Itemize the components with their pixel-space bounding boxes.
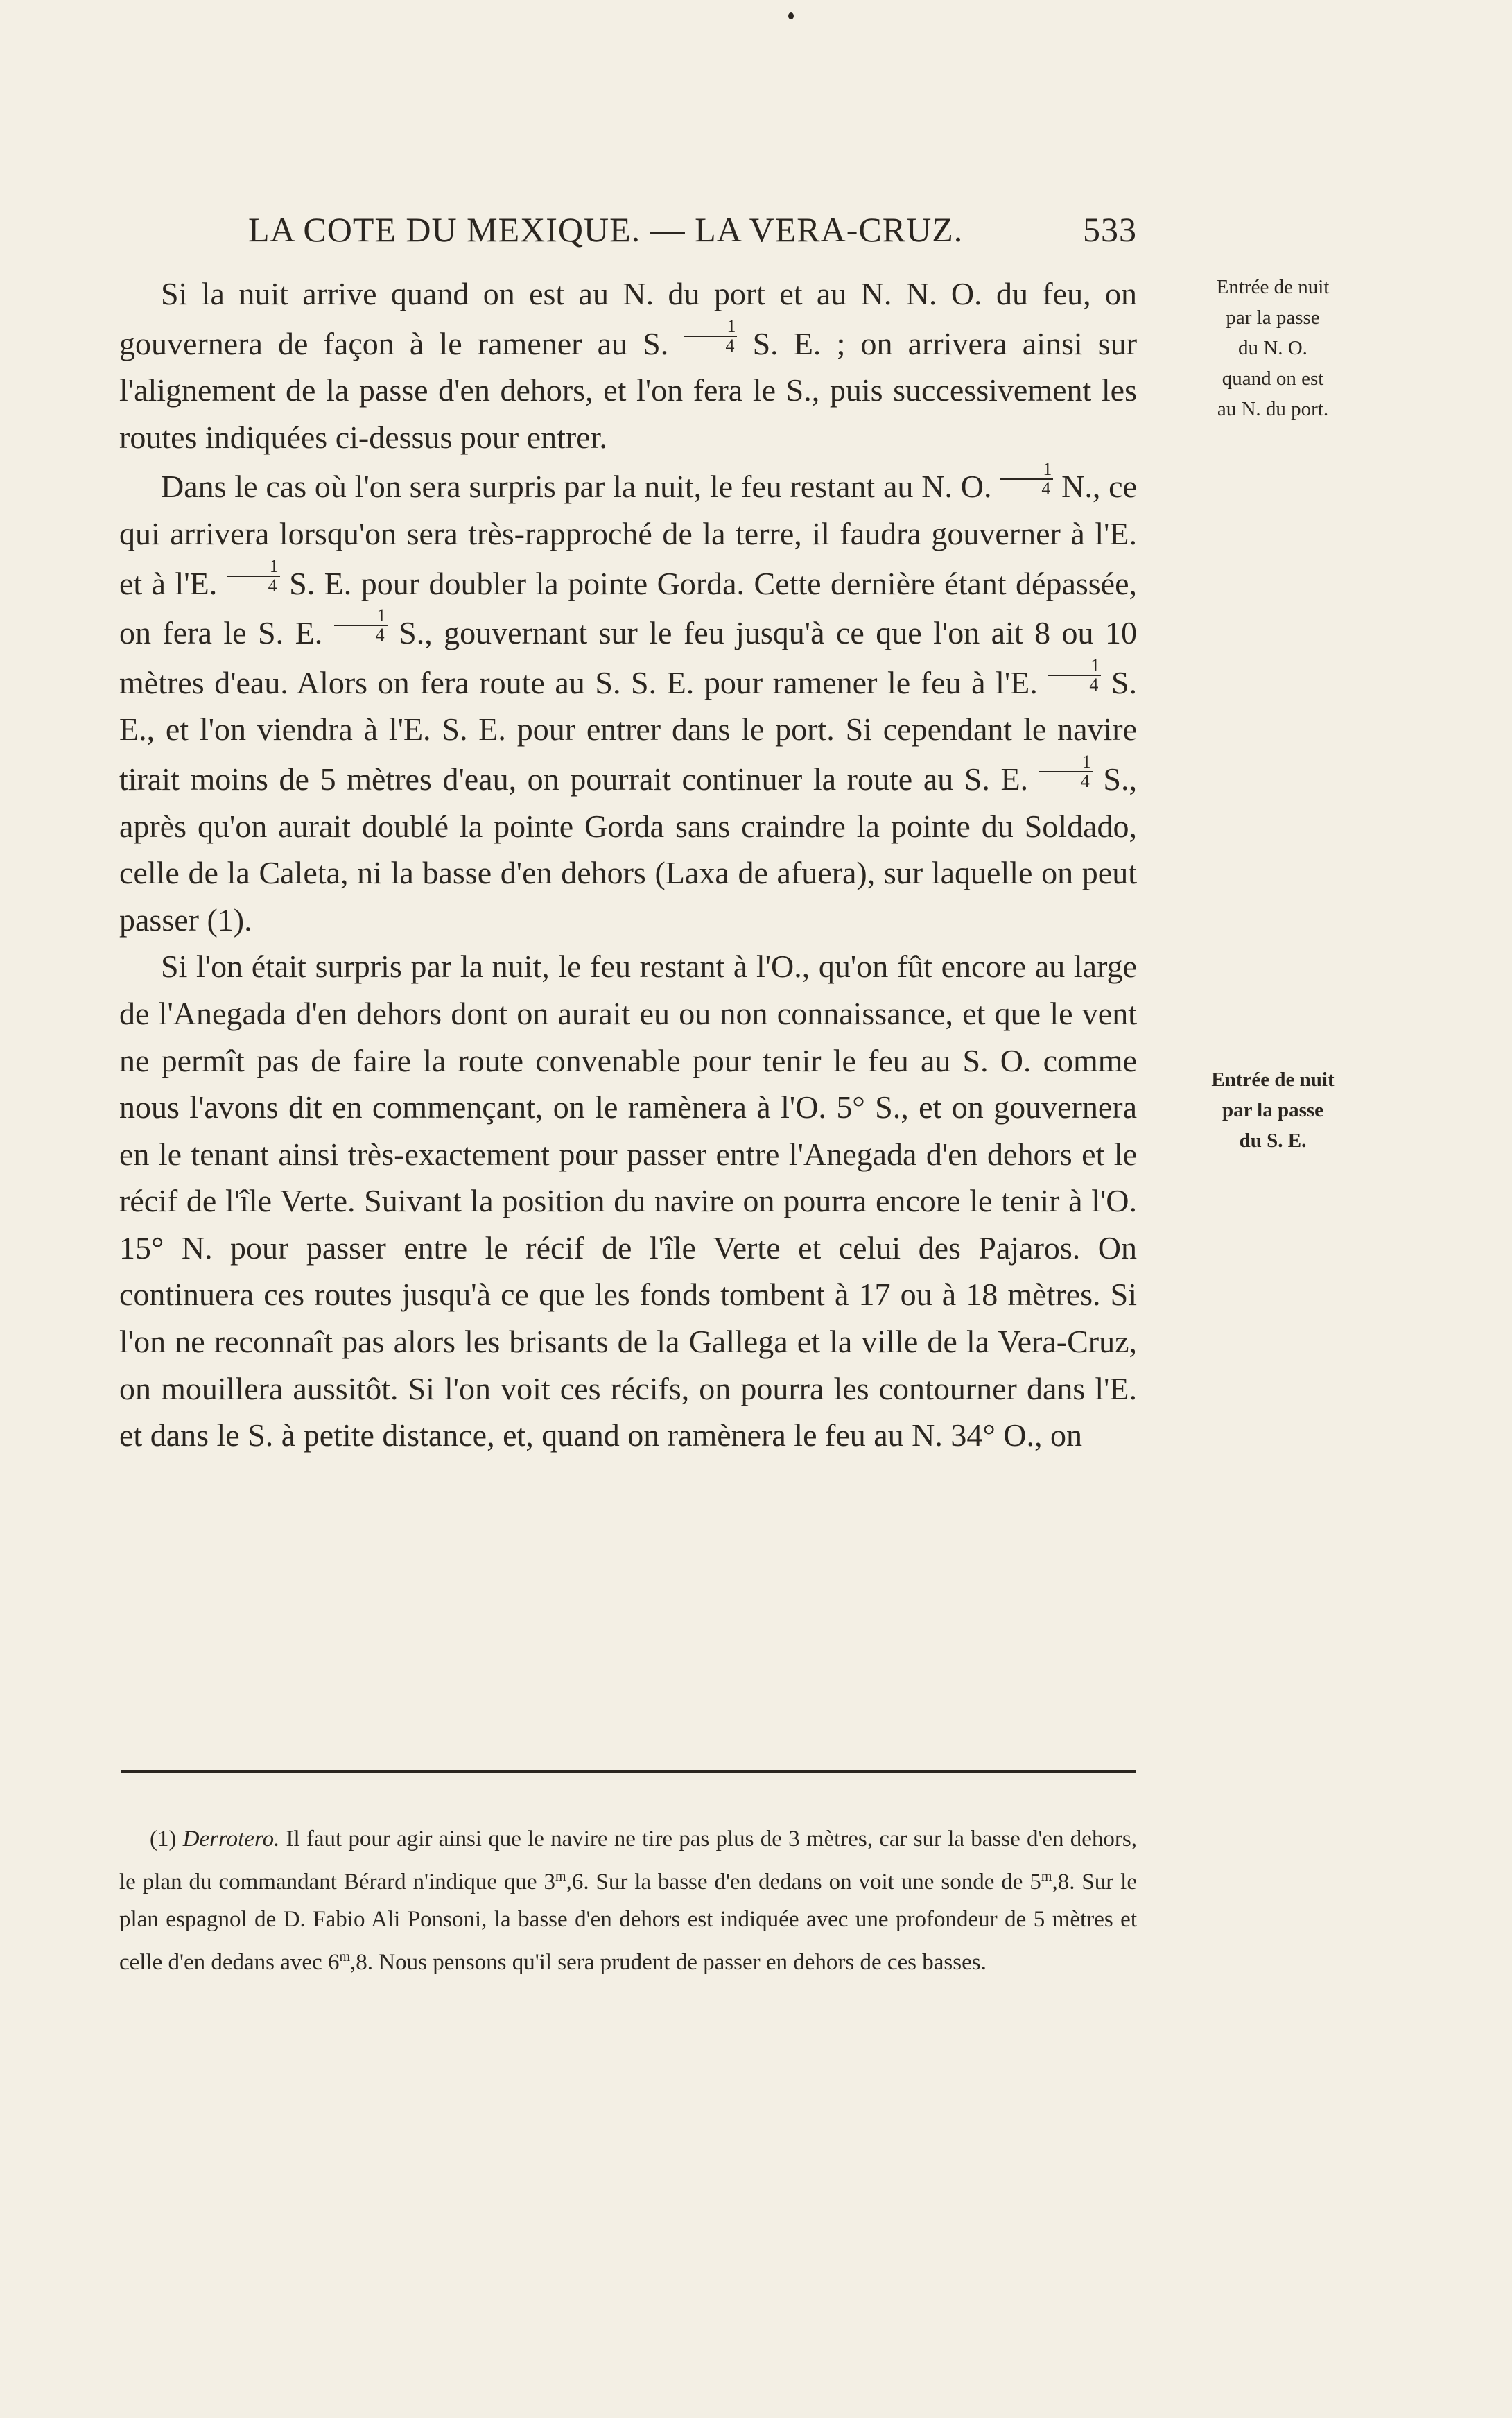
margin-note-night-entry-se: Entrée de nuit par la passe du S. E. [1211,1069,1335,1152]
fraction-quarter: $\frac{1}{4}$ [334,607,388,644]
footnote-source: Derrotero. [182,1827,280,1851]
paragraph-2: Dans le cas où l'on sera surpris par la nuit, le feu restant au N. O. $\frac{1}{4}$ N., ce qui arrivera lorsqu'on sera très-rapproché de la terre, il faudra gouverner à l'E. et à l'E. $\frac{1}{4}$ S. E. pour doubler la pointe Gorda. Cette dernière étant dépassée, on fera le S. E. $\frac{1}{4}$ S., gouvernant sur le feu jusqu'à ce que l'on ait 8 ou 10 mètres d'eau. Alors on fera route au S. S. E. pour ramener le feu à l'E. $\frac{1}{4}$ S. E., et l'on viendra à l'E. S. E. pour entrer dans le port. Si cependant le navire tirait moins de 5 mètres d'eau, on pourrait continuer la route au S. E. $\frac{1}{4}$ S., après qu'on aurait doublé la pointe Gorda sans craindre la pointe du Soldado, celle de la Caleta, ni la basse d'en dehors (Laxa de afuera), sur laquelle on peut passer (1). [119,459,1138,938]
margin-note-night-entry-nw: Entrée de nuit par la passe du N. O. quand on est au N. du port. [1216,276,1330,420]
ink-dot [788,12,794,19]
paragraph-1: Si la nuit arrive quand on est au N. du port et au N. N. O. du feu, on gouvernera de façon à le ramener au S. $\frac{1}{4}$ S. E. ; on arrivera ainsi sur l'alignement de la passe d'en dehors, et l'on fera le S., puis successivement les routes indiquées ci-dessus pour entrer. [119,276,1138,455]
fraction-quarter: $\frac{1}{4}$ [227,558,280,595]
fraction-quarter: $\frac{1}{4}$ [684,318,737,355]
footnote-rule [121,1770,1136,1773]
footnote-label: (1) [150,1827,177,1851]
footnote: (1) Derrotero. Il faut pour agir ainsi que le navire ne tire pas plus de 3 mètres, car sur la basse d'en dehors, le plan du commandant Bérard n'indique que 3$^m$,6. Sur la basse d'en dedans on voit une sonde de 5$^m$,8. Sur le plan espagnol de D. Fabio Ali Ponsoni, la basse d'en dehors est indiquée avec une profondeur de 5 mètres et celle d'en dedans avec 6$^m$,8. Nous pensons qu'il sera prudent de passer en dehors de ces basses. [119,1827,1138,1975]
body-text [119,270,1137,1459]
fraction-quarter: $\frac{1}{4}$ [1039,753,1093,791]
running-head [248,209,1137,258]
fraction-quarter: $\frac{1}{4}$ [1048,657,1101,694]
running-title: LA COTE DU MEXIQUE. — LA VERA-CRUZ. [248,210,964,249]
paragraph-3: Si l'on était surpris par la nuit, le feu restant à l'O., qu'on fût encore au large de l'Anegada d'en dehors dont on aurait eu ou non connaissance, et que le vent ne permît pas de faire la route convenable pour tenir le feu au S. O. comme nous l'avons dit en commençant, on le ramènera à l'O. 5° S., et on gouvernera en le tenant ainsi très-exactement pour passer entre l'Anegada d'en dehors et le récif de l'île Verte. Suivant la position du navire on pourra encore le tenir à l'O. 15° N. pour passer entre le récif de l'île Verte et celui des Pajaros. On continuera ces routes jusqu'à ce que les fonds tombent à 17 ou à 18 mètres. Si l'on ne reconnaît pas alors les brisants de la Gallega et la ville de la Vera-Cruz, on mouillera aussitôt. Si l'on voit ces récifs, on pourra les contourner dans l'E. et dans le S. à petite distance, et, quand on ramènera le feu au N. 34° O., on [119,949,1137,1453]
page-number: 533 [1083,210,1137,249]
fraction-quarter: $\frac{1}{4}$ [1000,460,1053,498]
